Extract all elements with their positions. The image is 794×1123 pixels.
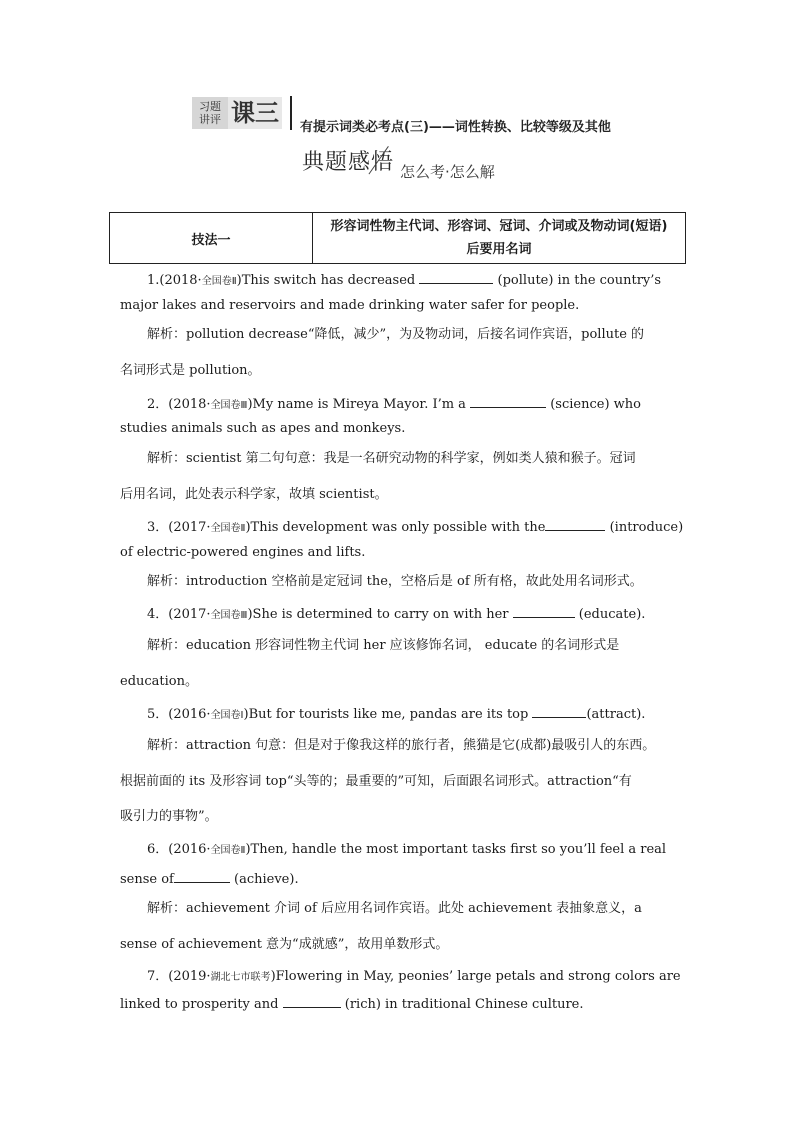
header-divider [290,96,292,130]
answer-blank[interactable] [513,605,575,618]
question-2-line-1: 2．(2018·全国卷Ⅲ)My name is Mireya Mayor. I’m a (science) who [147,397,641,412]
question-3-line-2: of electric-powered engines and lifts. [120,545,366,560]
answer-blank[interactable] [470,395,546,408]
answer-5-line-2: 根据前面的 its 及形容词 top“头等的；最重要的”可知，后面跟名词形式。attraction“有 [120,774,632,789]
answer-3-line-1: 解析：introduction 空格前是定冠词 the，空格后是 of 所有格，故此处用名词形式。 [147,574,643,589]
page-title: 有提示词类必考点(三)——词性转换、比较等级及其他 [300,120,611,135]
badge-small-label [192,97,228,129]
answer-5-line-1: 解析：attraction 句意：但是对于像我这样的旅行者，熊猫是它(成都)最吸引人的东西。 [147,738,656,753]
source-label: 全国卷Ⅱ [210,523,246,534]
answer-1-line-2: 名词形式是 pollution。 [120,363,261,378]
answer-2-line-2: 后用名词，此处表示科学家，故填 scientist。 [120,487,388,502]
source-label: 全国卷Ⅲ [210,610,248,621]
badge-small-bottom: 讲评 [199,113,221,126]
source-label: 全国卷Ⅰ [210,710,244,721]
source-label: 全国卷Ⅱ [210,845,246,856]
answer-blank[interactable] [545,518,605,531]
answer-6-line-2: sense of achievement 意为“成就感”，故用单数形式。 [120,937,449,952]
answer-5-line-3: 吸引力的事物”。 [120,809,218,824]
question-6-line-2: sense of (achieve). [120,872,299,887]
answer-2-line-1: 解析：scientist 第二句句意：我是一名研究动物的科学家，例如类人猿和猴子。冠词 [147,451,636,466]
technique-label: 技法一 [110,213,313,263]
question-1-line-2: major lakes and reservoirs and made drinking water safer for people. [120,298,580,313]
answer-blank[interactable] [419,271,493,284]
badge-small-top: 习题 [199,100,221,113]
technique-table [109,212,686,264]
technique-line-1: 形容词性物主代词、形容词、冠词、介词或及物动词(短语) [330,219,668,234]
answer-blank[interactable] [532,705,586,718]
question-7-line-2: linked to prosperity and (rich) in traditional Chinese culture. [120,997,584,1012]
section-subtitle-tag: 怎么考·怎么解 [400,163,495,181]
answer-1-line-1: 解析：pollution decrease“降低，减少”，为及物动词，后接名词作宾语，pollute 的 [147,327,645,342]
section-subtitle: 典题感悟 [302,150,395,175]
question-7-line-1: 7．(2019·湖北七市联考)Flowering in May, peonies’ large petals and strong colors are [147,969,681,984]
answer-4-line-1: 解析：education 形容词性物主代词 her 应该修饰名词， educate 的名词形式是 [147,638,620,653]
answer-blank[interactable] [283,995,341,1008]
question-6-line-1: 6．(2016·全国卷Ⅱ)Then, handle the most important tasks first so you’ll feel a real [147,842,667,857]
source-label: 湖北七市联考 [210,972,271,983]
badge-big-label: 课三 [228,97,282,129]
technique-line-2: 后要用名词 [466,242,532,257]
question-2-line-2: studies animals such as apes and monkeys. [120,421,406,436]
question-5-line-1: 5．(2016·全国卷Ⅰ)But for tourists like me, pandas are its top (attract). [147,707,646,722]
lesson-badge [192,97,282,129]
question-1-line-1: 1.(2018·全国卷Ⅱ)This switch has decreased (pollute) in the country’s [147,273,662,288]
technique-description [313,213,685,263]
question-3-line-1: 3．(2017·全国卷Ⅱ)This development was only possible with the (introduce) [147,520,684,535]
question-4-line-1: 4．(2017·全国卷Ⅲ)She is determined to carry on with her (educate). [147,607,646,622]
answer-blank[interactable] [174,870,230,883]
answer-6-line-1: 解析：achievement 介词 of 后应用名词作宾语。此处 achievement 表抽象意义，a [147,901,642,916]
source-label: 全国卷Ⅲ [210,400,248,411]
answer-4-line-2: education。 [120,674,199,689]
source-label: 全国卷Ⅱ [201,276,237,287]
